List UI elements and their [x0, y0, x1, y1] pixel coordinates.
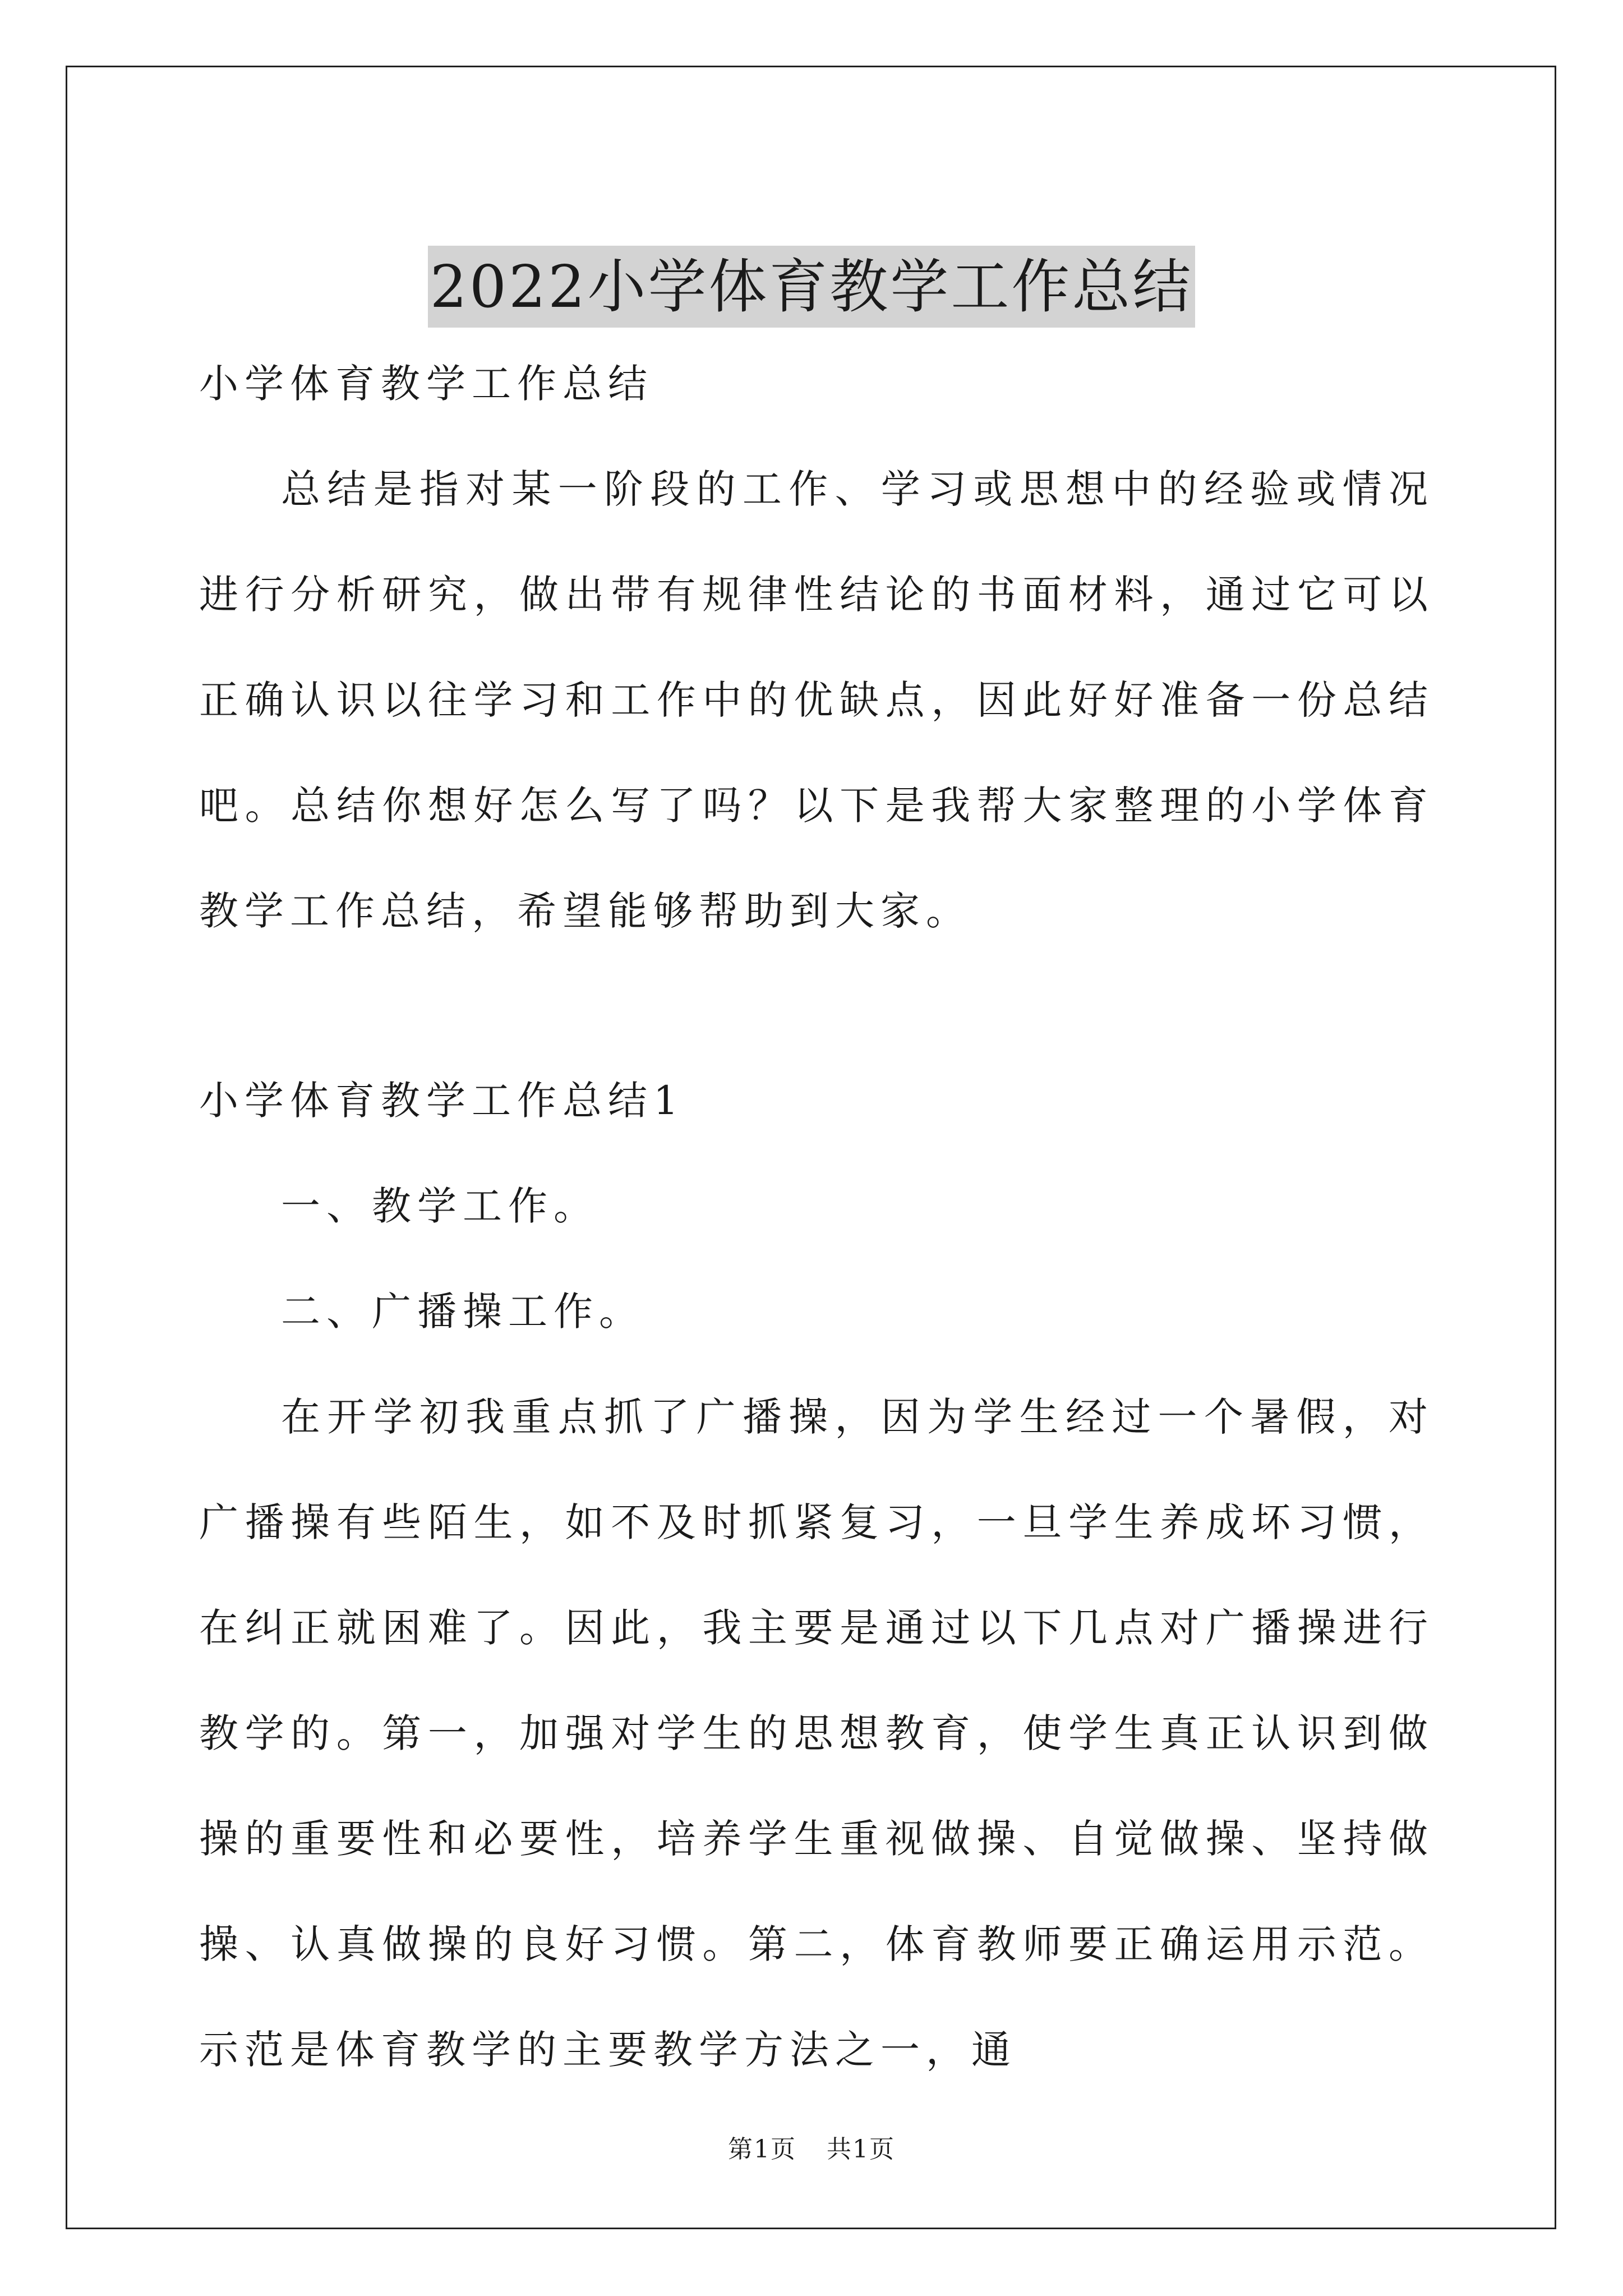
- page-total: 共1页: [827, 2135, 895, 2164]
- intro-paragraph: 总结是指对某一阶段的工作、学习或思想中的经验或情况进行分析研究，做出带有规律性结论的书面材料，通过它可以正确认识以往学习和工作中的优缺点，因此好好准备一份总结吧。总结你想好怎么写了吗？以下是我帮大家整理的小学体育教学工作总结，希望能够帮助到大家。: [199, 466, 1434, 934]
- list-item-broadcast-exercise: 二、广播操工作。: [281, 1289, 644, 1335]
- page-footer: [0, 2133, 1623, 2166]
- document-body: [199, 331, 1434, 2102]
- body-paragraph: 在开学初我重点抓了广播操，因为学生经过一个暑假，对广播操有些陌生，如不及时抓紧复习，一旦学生养成坏习惯，在纠正就困难了。因此，我主要是通过以下几点对广播操进行教学的。第一，加强对学生的思想教育，使学生真正认识到做操的重要性和必要性，培养学生重视做操、自觉做操、坚持做操、认真做操的良好习惯。第二，体育教师要正确运用示范。示范是体育教学的主要教学方法之一，通: [199, 1394, 1434, 2073]
- section-spacer: [199, 964, 1434, 1048]
- section-heading: 小学体育教学工作总结1: [199, 1078, 685, 1124]
- document-title: 2022小学体育教学工作总结: [428, 246, 1196, 328]
- document-subtitle: 小学体育教学工作总结: [199, 361, 653, 407]
- page-number: 第1页: [728, 2135, 796, 2164]
- list-item-teaching: 一、教学工作。: [281, 1183, 599, 1229]
